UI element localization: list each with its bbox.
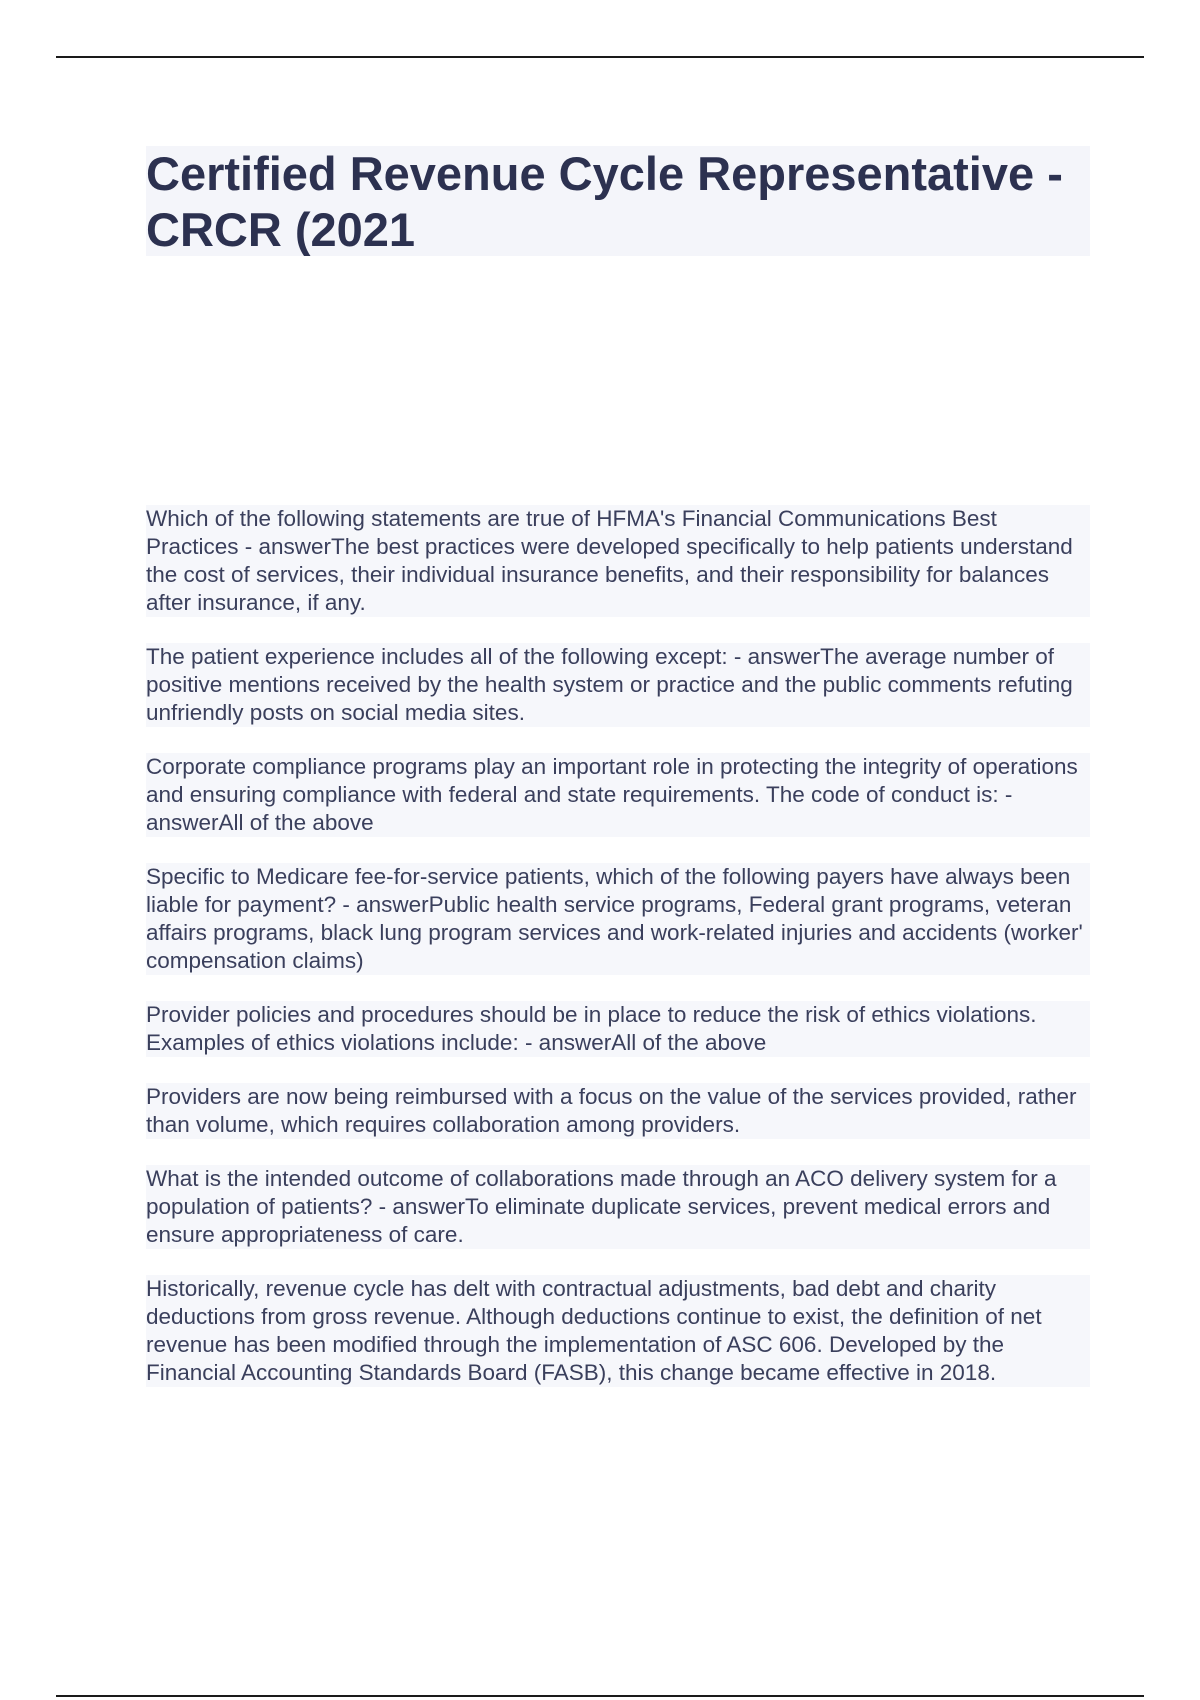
title-block <box>146 146 1090 256</box>
qa-item: Which of the following statements are true of HFMA's Financial Communications Best Practices - answerThe best practices were developed specifically to help patients understand the cost of services, their individual insurance benefits, and their responsibility for balances after insurance, if any. <box>146 505 1090 617</box>
top-divider <box>56 56 1144 58</box>
qa-list <box>146 505 1090 1413</box>
qa-item: The patient experience includes all of the following except: - answerThe average number of positive mentions received by the health system or practice and the public comments refuting unfriendly posts on social media sites. <box>146 643 1090 727</box>
qa-item: Historically, revenue cycle has delt with contractual adjustments, bad debt and charity deductions from gross revenue. Although deductions continue to exist, the definition of net revenue has been modified through the implementation of ASC 606. Developed by the Financial Accounting Standards Board (FASB), this change became effective in 2018. <box>146 1275 1090 1387</box>
qa-item: Providers are now being reimbursed with a focus on the value of the services provided, rather than volume, which requires collaboration among providers. <box>146 1083 1090 1139</box>
qa-item: Provider policies and procedures should be in place to reduce the risk of ethics violations. Examples of ethics violations include: - answerAll of the above <box>146 1001 1090 1057</box>
qa-item: What is the intended outcome of collaborations made through an ACO delivery system for a population of patients? - answerTo eliminate duplicate services, prevent medical errors and ensure appropriateness of care. <box>146 1165 1090 1249</box>
qa-item: Specific to Medicare fee-for-service patients, which of the following payers have always been liable for payment? - answerPublic health service programs, Federal grant programs, veteran affairs programs, black lung program services and work-related injuries and accidents (worker' compensation claims) <box>146 863 1090 975</box>
bottom-divider <box>56 1695 1144 1697</box>
qa-item: Corporate compliance programs play an important role in protecting the integrity of operations and ensuring compliance with federal and state requirements. The code of conduct is: - answerAll of the above <box>146 753 1090 837</box>
document-title: Certified Revenue Cycle Representative - CRCR (2021 <box>146 147 1063 256</box>
